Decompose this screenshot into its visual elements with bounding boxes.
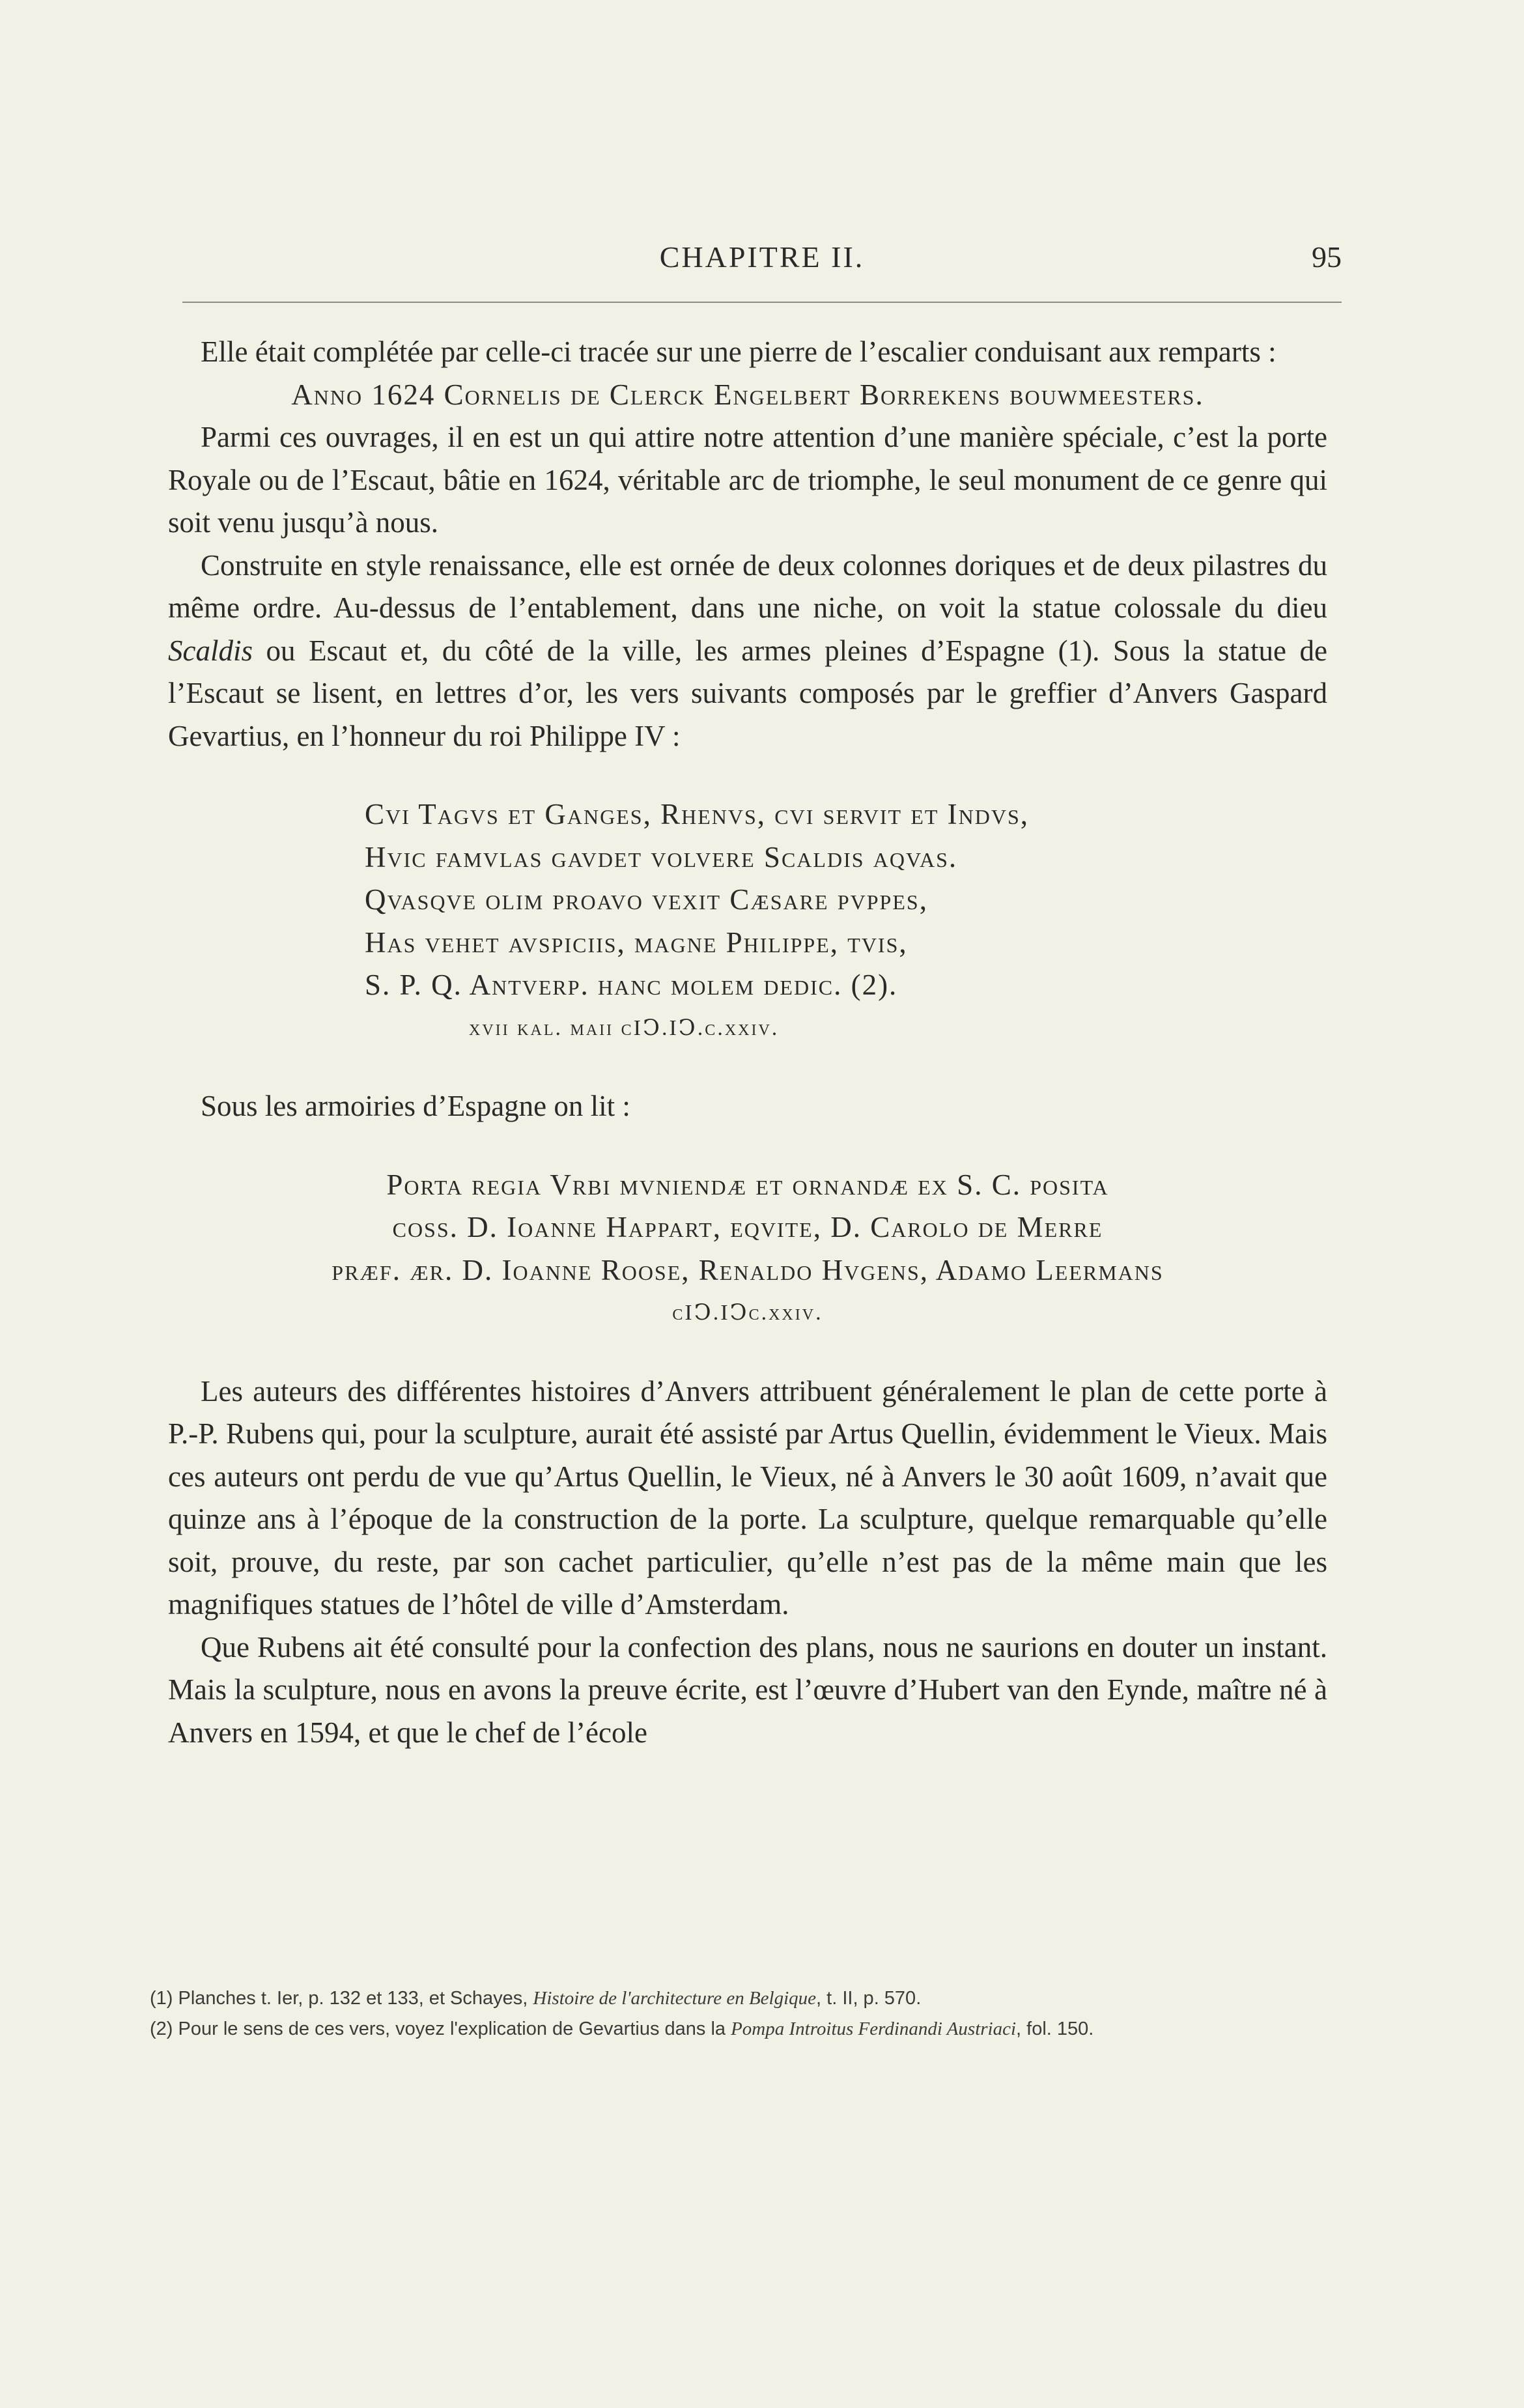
inscription-line: Porta regia Vrbi mvniendæ et ornandæ ex S. C. posita bbox=[386, 1168, 1109, 1201]
verse-date: xvii kal. maii cIↃ.IↃ.c.xxiv. bbox=[469, 1015, 780, 1040]
verse-line: S. P. Q. Antverp. hanc molem dedic. (2). bbox=[365, 969, 898, 1001]
paragraph-4: Sous les armoiries d’Espagne on lit : bbox=[201, 1090, 630, 1122]
latin-verse bbox=[365, 793, 1327, 1049]
footnote-2-part-b: , fol. 150. bbox=[1016, 2018, 1094, 2039]
footnote-1-part-a: (1) Planches t. Ier, p. 132 et 133, et Schayes, bbox=[150, 1988, 533, 2009]
page-number: 95 bbox=[1312, 240, 1342, 274]
footnote-1-part-b: , t. II, p. 570. bbox=[816, 1988, 922, 2009]
footnote-2-italic: Pompa Introitus Ferdinandi Austriaci bbox=[731, 2018, 1017, 2039]
inscription-line: præf. ær. D. Ioanne Roose, Renaldo Hvgens, Adamo Leermans bbox=[332, 1253, 1164, 1286]
paragraph-3-italic: Scaldis bbox=[168, 634, 253, 667]
footnote-2 bbox=[150, 2014, 1322, 2045]
paragraph-6: Que Rubens ait été consulté pour la confection des plans, nous ne saurions en douter un instant. Mais la sculpture, nous en avons la preuve écrite, est l’œuvre d’Hubert van den Eynde, maître né à Anvers en 1594, et que le chef de l’école bbox=[168, 1630, 1327, 1749]
inscription-stair: Anno 1624 Cornelis de Clerck Engelbert Borrekens bouwmeesters. bbox=[291, 378, 1204, 411]
paragraph-3-part-b: ou Escaut et, du côté de la ville, les armes pleines d’Espagne (1). Sous la statue de l’Escaut se lisent, en lettres d’or, les vers suivants composés par le greffier d’Anvers Gaspard Gevartius, en l’honneur du roi Philippe IV : bbox=[168, 634, 1327, 752]
inscription-arms bbox=[168, 1164, 1327, 1335]
body-text bbox=[168, 331, 1327, 1754]
paragraph-1: Elle était complétée par celle-ci tracée sur une pierre de l’escalier conduisant aux remparts : bbox=[201, 335, 1277, 368]
verse-line: Cvi Tagvs et Ganges, Rhenvs, cvi servit et Indvs, bbox=[365, 798, 1030, 830]
paragraph-5: Les auteurs des différentes histoires d’Anvers attribuent généralement le plan de cette porte à P.-P. Rubens qui, pour la sculpture, aurait été assisté par Artus Quellin, évidemment le Vieux. Mais ces auteurs ont perdu de vue qu’Artus Quellin, le Vieux, né à Anvers le 30 août 1609, n’avait que quinze ans à l’époque de la construction de la porte. La sculpture, quelque remarquable qu’elle soit, prouve, du reste, par son cachet particulier, qu’elle n’est pas de la même main que les magnifiques statues de l’hôtel de ville d’Amsterdam. bbox=[168, 1374, 1327, 1621]
verse-line: Qvasqve olim proavo vexit Cæsare pvppes, bbox=[365, 883, 928, 916]
paragraph-2: Parmi ces ouvrages, il en est un qui attire notre attention d’une manière spéciale, c’est la porte Royale ou de l’Escaut, bâtie en 1624, véritable arc de triomphe, le seul monument de ce genre qui soit venu jusqu’à nous. bbox=[168, 421, 1327, 539]
footnote-1-italic: Histoire de l'architecture en Belgique bbox=[533, 1988, 817, 2009]
inscription-line: coss. D. Ioanne Happart, eqvite, D. Carolo de Merre bbox=[392, 1211, 1103, 1243]
paragraph-3 bbox=[168, 545, 1327, 758]
chapter-title: CHAPITRE II. bbox=[659, 240, 865, 274]
verse-line: Hvic famvlas gavdet volvere Scaldis aqvas. bbox=[365, 840, 958, 873]
running-head bbox=[182, 240, 1342, 279]
header-rule bbox=[182, 302, 1342, 303]
footnotes bbox=[150, 1983, 1322, 2045]
footnote-2-part-a: (2) Pour le sens de ces vers, voyez l'explication de Gevartius dans la bbox=[150, 2018, 731, 2039]
verse-line: Has vehet avspiciis, magne Philippe, tvis, bbox=[365, 926, 908, 959]
footnote-1 bbox=[150, 1983, 1322, 2014]
paragraph-3-part-a: Construite en style renaissance, elle est ornée de deux colonnes doriques et de deux pilastres du même ordre. Au-dessus de l’entablement, dans une niche, on voit la statue colossale du dieu bbox=[168, 548, 1327, 624]
inscription-date: cIↃ.IↃc.xxiv. bbox=[672, 1301, 823, 1325]
